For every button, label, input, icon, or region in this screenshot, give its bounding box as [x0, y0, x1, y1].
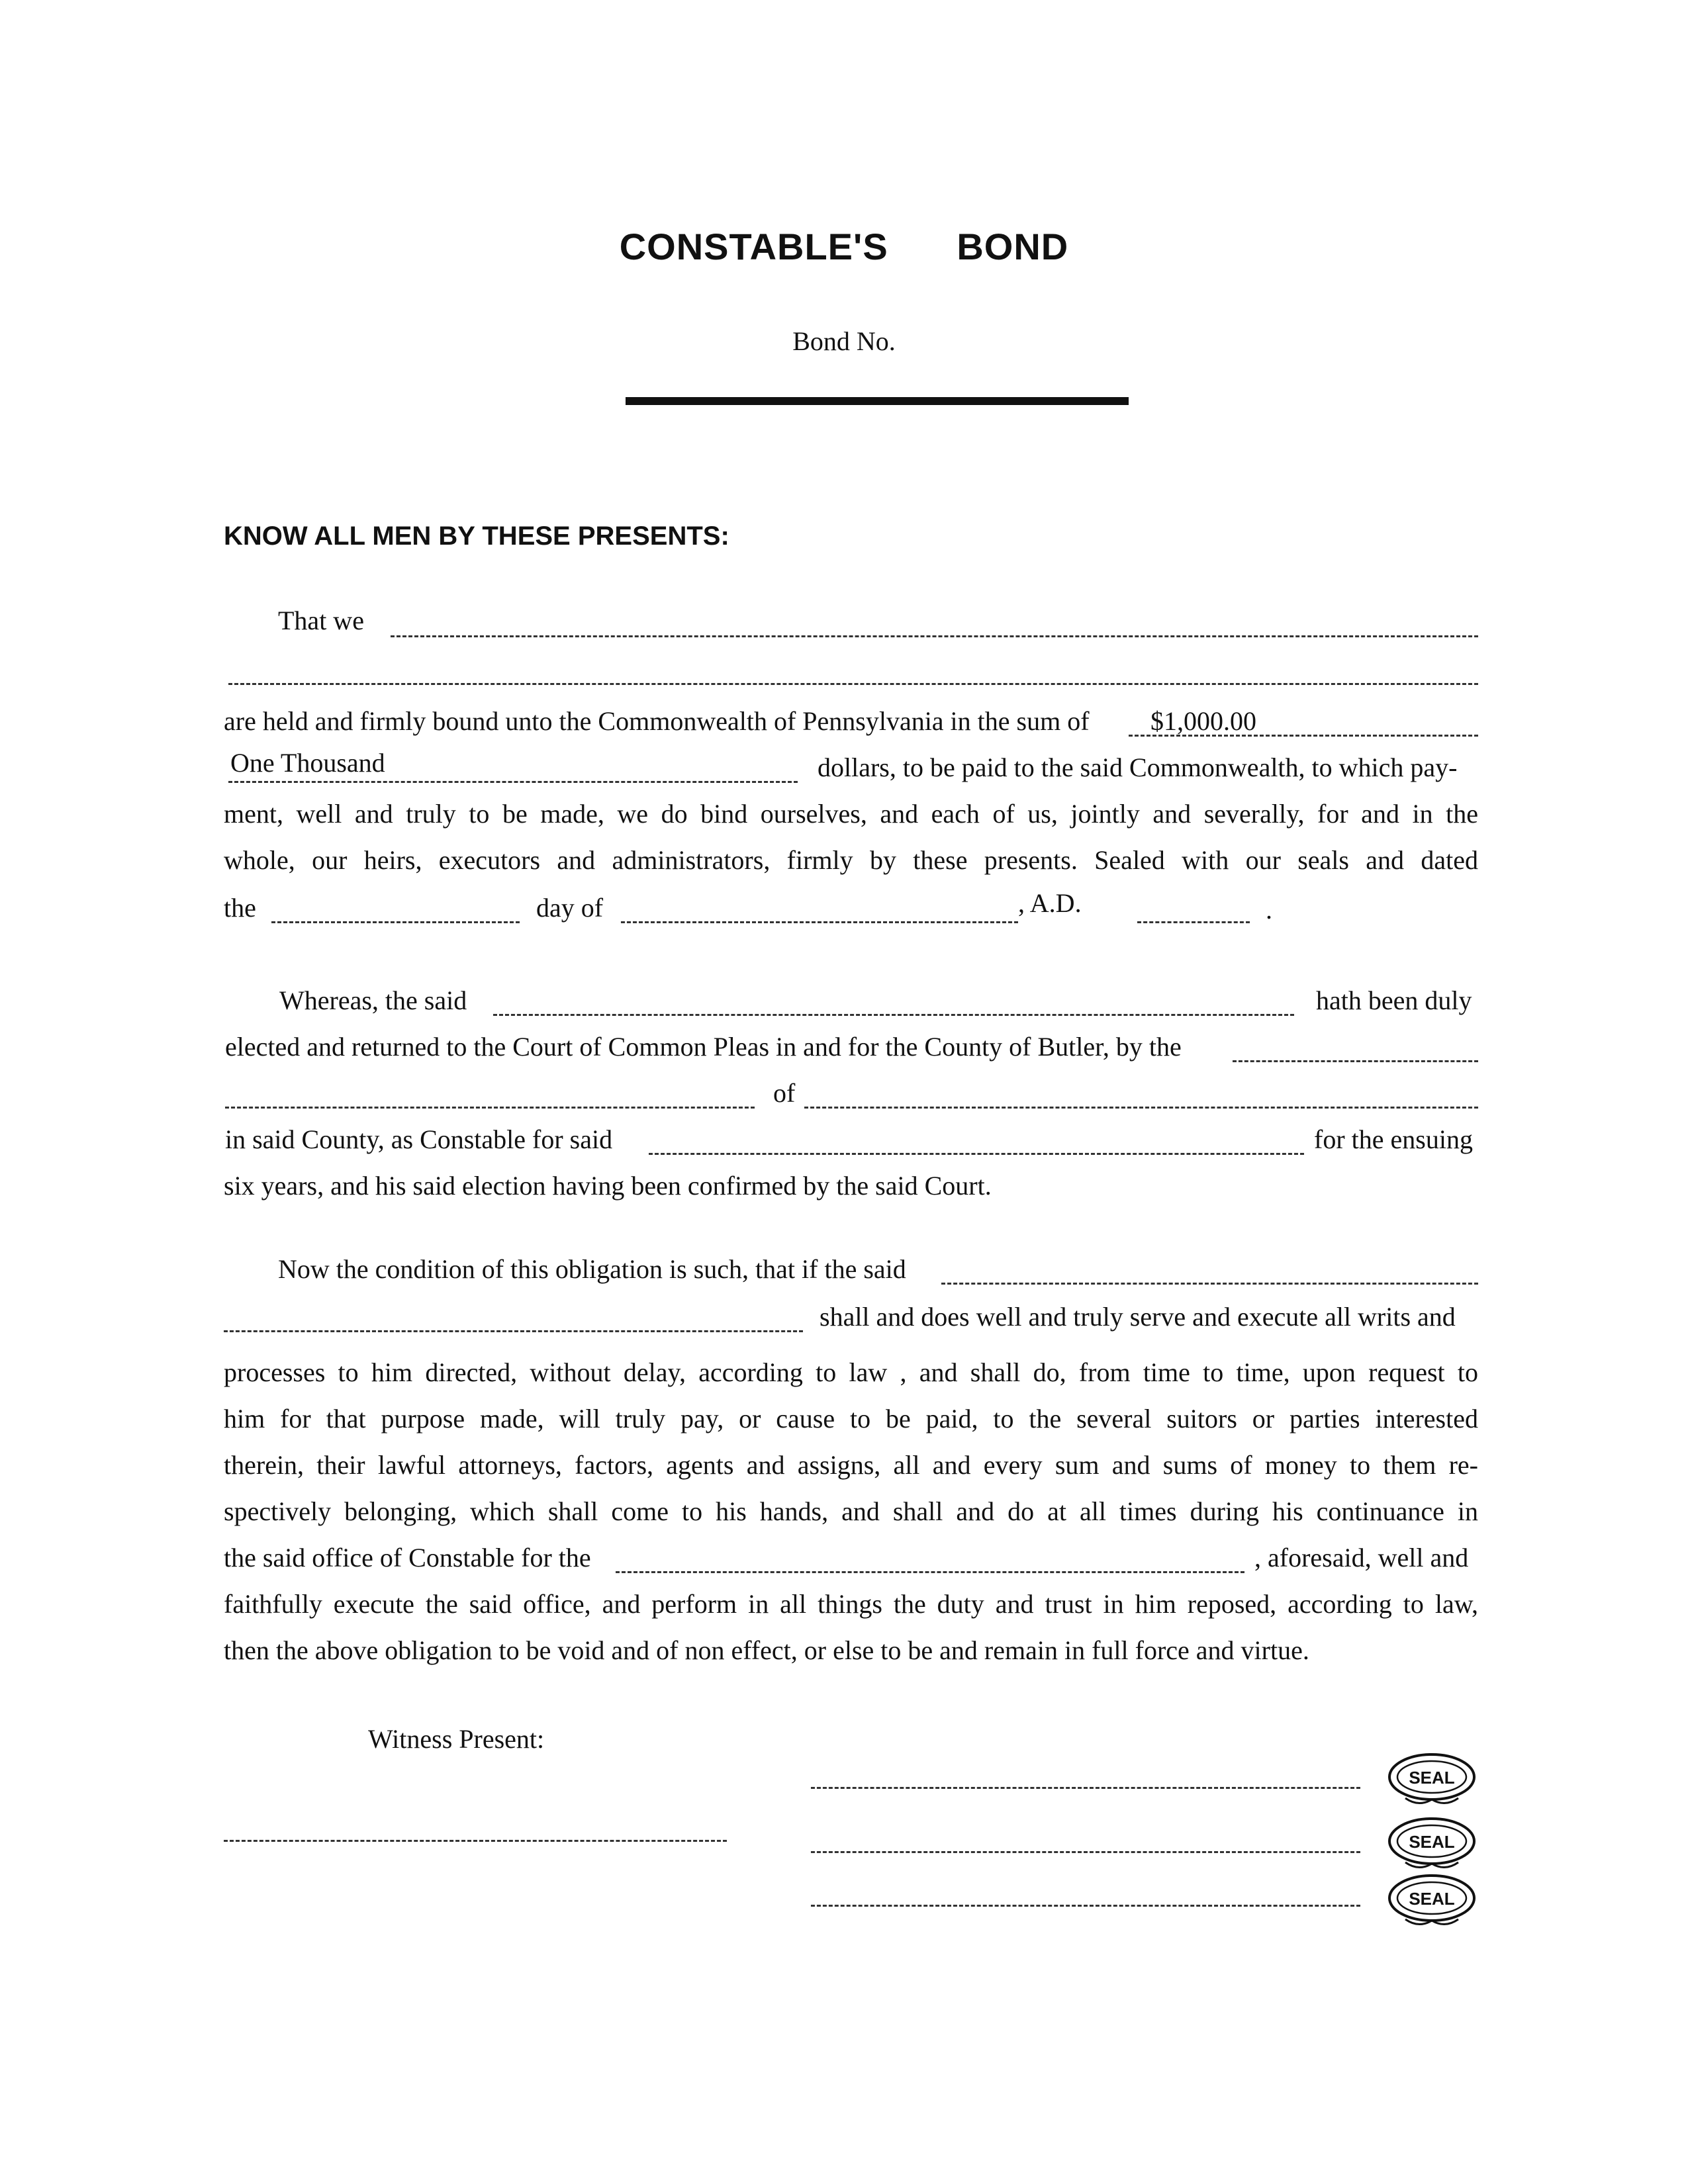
obligors-blank-1 — [391, 635, 1478, 637]
condition-name-blank-1 — [941, 1283, 1478, 1285]
signature-line-3 — [811, 1905, 1360, 1907]
bound-unto-text: are held and firmly bound unto the Commonwealth of Pennsylvania in the sum of — [224, 706, 1090, 736]
constable-name-blank — [493, 1014, 1294, 1016]
bond-number-label: Bond No. — [792, 326, 896, 356]
for-the-ensuing-text: for the ensuing — [1314, 1124, 1473, 1154]
that-we-label: That we — [278, 606, 364, 635]
sum-words-blank — [228, 781, 798, 783]
faithfully-text: faithfully execute the said office, and perform in all things the duty and trust in him reposed, according to law, — [224, 1589, 1478, 1619]
svg-text:SEAL: SEAL — [1409, 1832, 1455, 1852]
whereas-label: Whereas, the said — [279, 985, 467, 1015]
ad-label: , A.D. — [1018, 888, 1082, 918]
office-text: the said office of Constable for the — [224, 1543, 591, 1572]
void-text: then the above obligation to be void and of non effect, or else to be and remain in full force and virtue. — [224, 1635, 1309, 1665]
the-label: the — [224, 893, 256, 923]
office-district-blank — [616, 1571, 1244, 1573]
belonging-text: spectively belonging, which shall come to his hands, and shall and do at all times during his continuance in — [224, 1496, 1478, 1526]
in-said-county-text: in said County, as Constable for said — [225, 1124, 613, 1154]
document-title: CONSTABLE'S BOND — [619, 226, 1069, 267]
day-blank — [271, 921, 520, 923]
section-heading: KNOW ALL MEN BY THESE PRESENTS: — [224, 522, 729, 551]
witness-label: Witness Present: — [368, 1724, 545, 1754]
municipality-blank — [804, 1107, 1478, 1109]
month-blank — [621, 921, 1018, 923]
dollars-text: dollars, to be paid to the said Commonwealth, to which pay- — [818, 752, 1458, 782]
sum-value: $1,000.00 — [1150, 706, 1256, 736]
condition-name-blank-2 — [224, 1330, 803, 1332]
electors-blank-1 — [1233, 1060, 1478, 1062]
year-blank — [1137, 921, 1250, 923]
sum-words: One Thousand — [230, 748, 385, 778]
signature-line-1 — [811, 1787, 1360, 1789]
obligors-blank-2 — [228, 683, 1478, 685]
signature-line-2 — [811, 1851, 1360, 1853]
elected-text: elected and returned to the Court of Common Pleas in and for the County of Butler, by the — [225, 1032, 1182, 1062]
svg-text:SEAL: SEAL — [1409, 1889, 1455, 1909]
seal-icon — [1385, 1872, 1478, 1929]
payment-text: ment, well and truly to be made, we do bind ourselves, and each of us, jointly and severally, for and in the — [224, 799, 1478, 829]
aforesaid-text: , aforesaid, well and — [1254, 1543, 1469, 1572]
period-mark: . — [1266, 895, 1272, 925]
whole-text: whole, our heirs, executors and administrators, firmly by these presents. Sealed with our seals and dated — [224, 845, 1478, 875]
constable-district-blank — [649, 1153, 1304, 1155]
seal-icon — [1385, 1751, 1478, 1807]
day-of-label: day of — [536, 893, 604, 923]
condition-text: Now the condition of this obligation is such, that if the said — [278, 1254, 906, 1284]
processes-text: processes to him directed, without delay, according to law , and shall do, from time to time, upon request to — [224, 1357, 1478, 1387]
hath-been-text: hath been duly — [1316, 985, 1472, 1015]
seal-icon — [1385, 1815, 1478, 1872]
bond-number-line — [626, 397, 1129, 405]
purpose-text: him for that purpose made, will truly pay, or cause to be paid, to the several suitors or parties interested — [224, 1404, 1478, 1433]
electors-blank-2 — [225, 1107, 755, 1109]
svg-text:SEAL: SEAL — [1409, 1768, 1455, 1788]
witness-signature-line — [224, 1840, 727, 1842]
shall-and-does-text: shall and does well and truly serve and execute all writs and — [820, 1302, 1456, 1332]
therein-text: therein, their lawful attorneys, factors, agents and assigns, all and every sum and sums of money to them re- — [224, 1450, 1478, 1480]
of-label: of — [773, 1078, 796, 1108]
six-years-text: six years, and his said election having been confirmed by the said Court. — [224, 1171, 992, 1201]
